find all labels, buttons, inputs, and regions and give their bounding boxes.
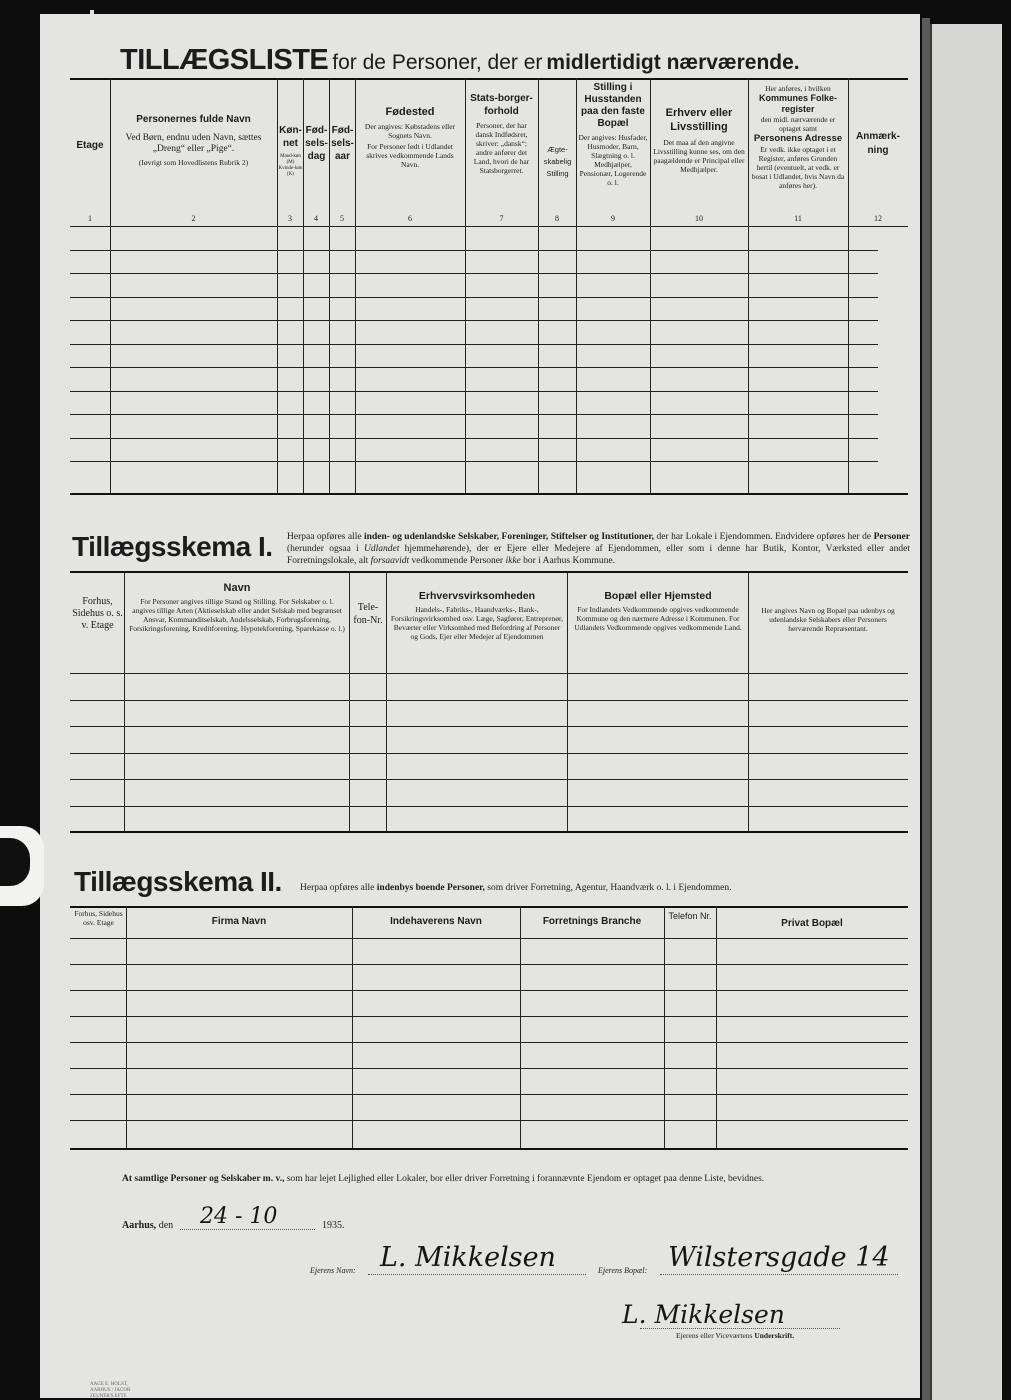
col-head: Privat Bopæl	[781, 918, 843, 929]
col-birthplace	[357, 106, 463, 169]
col-birthday	[304, 124, 329, 163]
s2-col-floor	[71, 909, 126, 927]
next-page	[930, 24, 1002, 1400]
date-dotline	[180, 1229, 315, 1230]
col-sex	[278, 124, 303, 178]
col-number: 11	[794, 214, 802, 223]
col-marital	[539, 144, 576, 180]
owner-name-label: Ejerens Navn:	[310, 1266, 356, 1275]
col-remarks	[850, 130, 906, 158]
schema2-title: Tillægsskema II.	[74, 866, 282, 897]
schema2-intro: Herpaa opføres alle indenbys boende Personer, som driver Forretning, Agentur, Haandværk o. l. i Ejendommen.	[300, 883, 732, 893]
col-note: Er vedk. ikke optaget i et Register, anføres Grunden hertil (eventuelt, at vedk. er bosat i Udlandet, hvis Navn da anføres her).	[751, 145, 845, 190]
col-note: (Iøvrigt som Hovedlistens Rubrik 2)	[138, 158, 249, 167]
col-head: Telefon Nr.	[668, 911, 712, 921]
col-sub: Her angives Navn og Bopæl paa udenbys og udenlandske Selskabers eller Personers herværende Repræsentant.	[761, 606, 895, 633]
s1-col-name	[128, 582, 346, 633]
s1-col-floor	[71, 596, 124, 632]
col-head: Fødested	[385, 106, 435, 118]
title-main: TILLÆGSLISTE	[120, 44, 329, 76]
col-number: 10	[695, 214, 703, 223]
col-head: Forhus, Sidehus o. s. v. Etage	[72, 596, 123, 631]
signature-handwritten: L. Mikkelsen	[622, 1300, 785, 1329]
col-sub: Personer, der har dansk Indfødsret, skriver: „dansk“; andre anfører det Land, hvori de har Statsborgerret.	[473, 121, 530, 175]
col-sub: Det maa af den angivne Livsstilling kunne ses, om den paagældende er Principal eller Medhjælper.	[653, 138, 745, 174]
col-sub: Der angives: Husfader, Husmoder, Barn, Slægtning o. l. Medhjælper, Pensionær, Logerende o. l.	[578, 133, 648, 187]
s2-col-owner-name	[354, 916, 518, 927]
owner-address-dotline	[660, 1274, 898, 1275]
col-number: 5	[340, 214, 344, 223]
s2-col-branch	[522, 916, 662, 927]
s2-col-firm-name	[128, 916, 350, 927]
s2-col-private-address	[718, 918, 906, 929]
col-head: Firma Navn	[211, 916, 267, 927]
col-head: Stilling i Husstanden paa den faste Bopæl	[581, 82, 645, 129]
col-sub: Der angives: Købstadens eller Sognets Navn.	[364, 122, 456, 140]
col-household-position	[577, 82, 649, 187]
col-head: Bopæl eller Hjemsted	[604, 590, 712, 602]
col-head: Fød-sels-aar	[331, 125, 354, 162]
col-head: Etage	[76, 140, 104, 151]
title-rest: for de Personer, der er	[332, 51, 543, 74]
col-sub: Handels-, Fabriks-, Haandværks-, Bank-, Forsikringsvirksomhed osv. Læge, Sagfører, Entreprenør, Beværter eller Virksomhed med Befordring af Personer og Gods, Ejer eller Medejer af Ejendommen	[390, 605, 564, 641]
col-number: 7	[499, 214, 504, 223]
col-head: Anmærk-ning	[856, 131, 900, 156]
title-rest-bold: midlertidigt nærværende.	[546, 51, 800, 74]
certification-text: At samtlige Personer og Selskaber m. v., som har lejet Lejlighed eller Lokaler, bor eller driver Forretning i forannævnte Ejendom er optaget paa denne Liste, bevidnes.	[122, 1174, 765, 1184]
page-title	[120, 44, 900, 77]
col-pre: Her anføres, i hvilken	[765, 84, 831, 93]
col-number: 6	[408, 214, 412, 223]
s1-col-residence	[571, 590, 745, 632]
owner-name-handwritten: L. Mikkelsen	[380, 1242, 556, 1273]
city: Aarhus,	[122, 1220, 157, 1231]
col-head: Navn	[223, 582, 251, 594]
owner-name-dotline	[368, 1274, 586, 1275]
col-sub: For Indlandets Vedkommende opgives vedkommende Kommune og den nærmere Adresse i Kommunen. For Udlandets Vedkommende opgives vedkommende Land.	[574, 605, 742, 632]
col-head2: Personens Adresse	[753, 133, 843, 144]
col-register-address	[750, 84, 846, 190]
year: 1935.	[322, 1220, 345, 1231]
s1-col-representative	[752, 606, 904, 633]
col-sub: For Personer angives tillige Stand og Stilling. For Selskaber o. l. angives tillige Arten (Aktieselskab eller andet Selskab med begrænset Ansvar, Kommanditselskab, Andelsselskab, Forbrugsforening, Forsikringsforening, Kreditforening, Hypotekforening, Sparekasse o. l.)	[129, 597, 345, 633]
col-head: Forretnings Branche	[542, 916, 642, 927]
col-number: 12	[874, 214, 882, 223]
page-edge	[922, 18, 930, 1400]
col-number: 8	[555, 214, 559, 223]
col-head: Fød-sels-dag	[305, 125, 328, 162]
col-head: Kommunes Folke-register	[758, 93, 837, 114]
s1-col-phone	[350, 601, 386, 627]
col-head: Ægte-skabelig Stilling	[543, 145, 572, 178]
col-head: Tele-fon-Nr.	[353, 602, 383, 626]
den-label: den	[158, 1220, 174, 1231]
col-head: Køn-net	[279, 125, 302, 149]
s2-col-phone	[666, 911, 714, 922]
schema1-intro: Herpaa opføres alle inden- og udenlandske Selskaber, Foreninger, Stiftelser og Institutioner, der har Lokale i Ejendommen. Endvidere opføres her de Personer (herunder ogsaa i Udlandet hjemmehørende), der er Ejere eller Medejere af Ejendommen, eller som i denne har Butik, Kontor, Værksted eller andet Forretningslokale, alt forsaavidt vedkommende Personer ikke bor i Aarhus Kommune.	[287, 532, 910, 566]
schema1-title: Tillægsskema I.	[72, 531, 273, 562]
col-number: 3	[288, 214, 292, 223]
owner-address-handwritten: Wilstersgade 14	[668, 1242, 890, 1273]
s1-col-business	[390, 590, 564, 641]
signature-dotline	[640, 1328, 840, 1329]
col-sub: Mand-køn (M) Kvinde-køn (K)	[278, 154, 303, 177]
col-head: Stats-borger-forhold	[470, 93, 533, 117]
col-etage	[70, 140, 110, 151]
owner-address-label: Ejerens Bopæl:	[598, 1266, 648, 1275]
col-citizenship	[467, 92, 536, 175]
col-sub: den midl. nærværende er optaget samt	[760, 115, 836, 133]
col-number: 9	[611, 214, 615, 223]
col-head: Indehaverens Navn	[390, 916, 482, 927]
col-number: 1	[88, 214, 92, 223]
col-occupation	[652, 106, 746, 174]
date-line	[122, 1220, 173, 1231]
col-sub: Ved Børn, endnu uden Navn, sættes „Dreng“ eller „Pige“.	[125, 133, 262, 154]
date-handwritten: 24 - 10	[200, 1204, 278, 1229]
col-note: For Personer født i Udlandet skrives vedkommende Lands Navn.	[366, 142, 454, 169]
col-birth-year	[330, 124, 355, 163]
col-head: Erhverv eller Livsstilling	[665, 107, 733, 133]
col-head: Forhus, Sidehus osv. Etage	[74, 909, 123, 927]
col-full-name	[112, 114, 275, 167]
col-number: 2	[191, 214, 196, 223]
col-head: Erhvervsvirksomheden	[418, 590, 536, 602]
signature-label: Ejerens eller Viceværtens Underskrift.	[676, 1331, 795, 1340]
printer-mark: AAGE E. HOLST, AARHUS / JACOB ZEUNER'S EFTF.	[90, 1382, 131, 1399]
form-page	[40, 14, 920, 1398]
col-head: Personernes fulde Navn	[136, 114, 251, 125]
col-number: 4	[314, 214, 318, 223]
